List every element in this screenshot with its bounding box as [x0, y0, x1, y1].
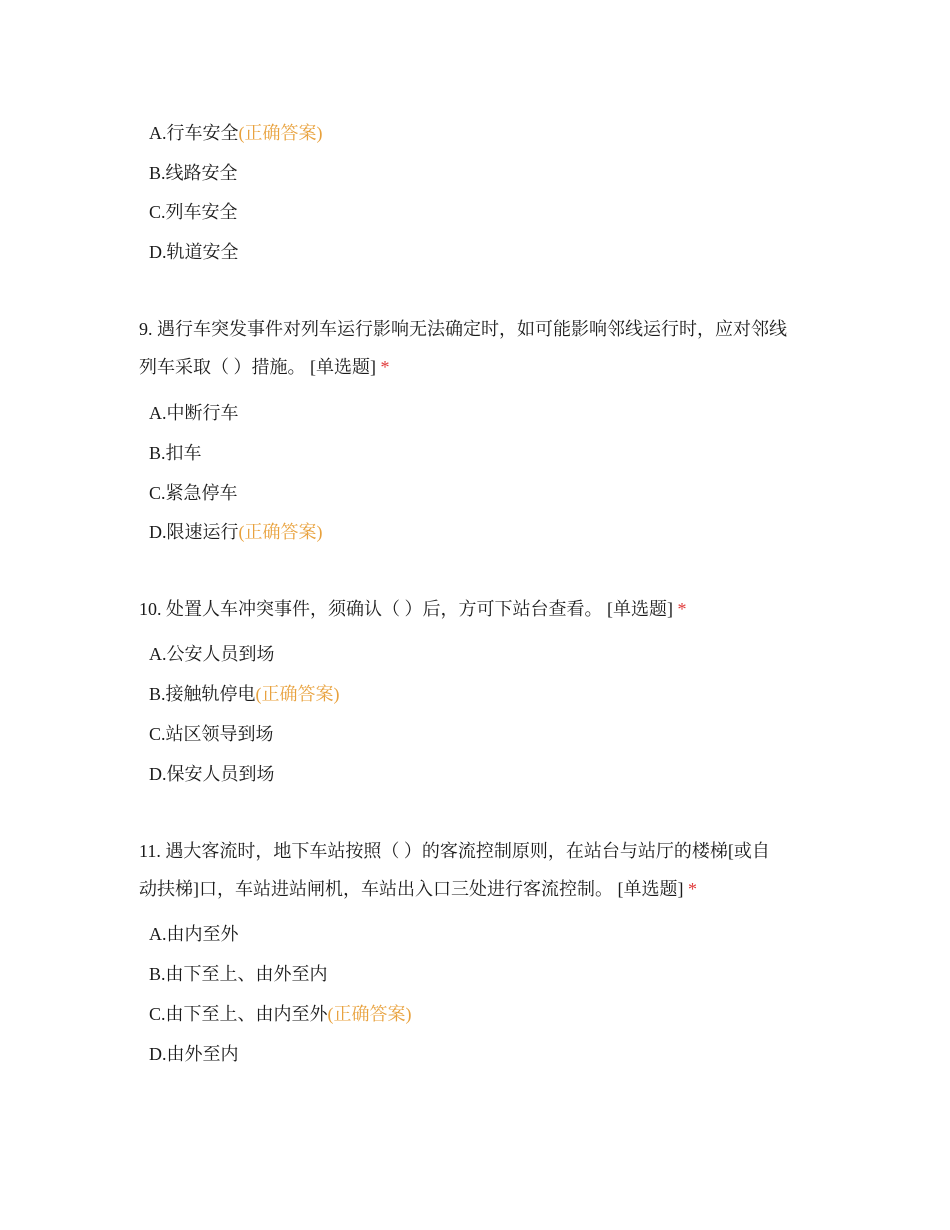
option-text: A.行车安全: [149, 123, 239, 143]
q11-question-line-1: 11. 遇大客流时，地下车站按照（ ）的客流控制原则，在站台与站厅的楼梯[或自: [139, 841, 770, 861]
option-text: C.站区领导到场: [149, 724, 274, 744]
option-text: C.列车安全: [149, 202, 238, 222]
q8-option-b: [149, 161, 238, 185]
q11-option-b: [149, 962, 328, 986]
option-text: C.紧急停车: [149, 483, 238, 503]
q10-option-a: [149, 642, 275, 666]
option-text: D.保安人员到场: [149, 764, 275, 784]
option-text: D.限速运行: [149, 522, 239, 542]
q10-question-line-1: [139, 597, 687, 621]
correct-answer-label: (正确答案): [255, 684, 340, 704]
required-mark: *: [380, 357, 390, 377]
q11-option-c: [149, 1002, 412, 1026]
option-text: A.中断行车: [149, 403, 239, 423]
question-text: 动扶梯]口，车站进站闸机，车站出入口三处进行客流控制。 [单选题]: [139, 879, 684, 899]
option-text: D.轨道安全: [149, 242, 239, 262]
q11-option-d: [149, 1042, 239, 1066]
option-text: A.由内至外: [149, 924, 239, 944]
option-text: A.公安人员到场: [149, 644, 275, 664]
q11-question-line-2: [139, 877, 697, 901]
q10-option-c: [149, 722, 274, 746]
q9-option-b: [149, 441, 202, 465]
q9-option-d: [149, 520, 323, 544]
option-text: D.由外至内: [149, 1044, 239, 1064]
required-mark: *: [687, 879, 697, 899]
q11-option-a: [149, 922, 239, 946]
correct-answer-label: (正确答案): [238, 123, 323, 143]
option-text: B.线路安全: [149, 163, 238, 183]
q9-question-line-1: 9. 遇行车突发事件对列车运行影响无法确定时，如可能影响邻线运行时，应对邻线: [139, 319, 787, 339]
q10-option-b: [149, 682, 340, 706]
option-text: B.由下至上、由外至内: [149, 964, 328, 984]
q9-option-c: [149, 481, 238, 505]
q10-option-d: [149, 762, 275, 786]
option-text: C.由下至上、由内至外: [149, 1004, 328, 1024]
q8-option-c: [149, 200, 238, 224]
option-text: B.扣车: [149, 443, 202, 463]
q8-option-d: [149, 240, 239, 264]
option-text: B.接触轨停电: [149, 684, 256, 704]
question-text: 10. 处置人车冲突事件，须确认（ ）后，方可下站台查看。 [单选题]: [139, 599, 673, 619]
required-mark: *: [677, 599, 687, 619]
q8-option-a: [149, 121, 323, 145]
question-text: 列车采取（ ）措施。 [单选题]: [139, 357, 376, 377]
q9-option-a: [149, 401, 239, 425]
correct-answer-label: (正确答案): [238, 522, 323, 542]
correct-answer-label: (正确答案): [327, 1004, 412, 1024]
q9-question-line-2: [139, 355, 390, 379]
